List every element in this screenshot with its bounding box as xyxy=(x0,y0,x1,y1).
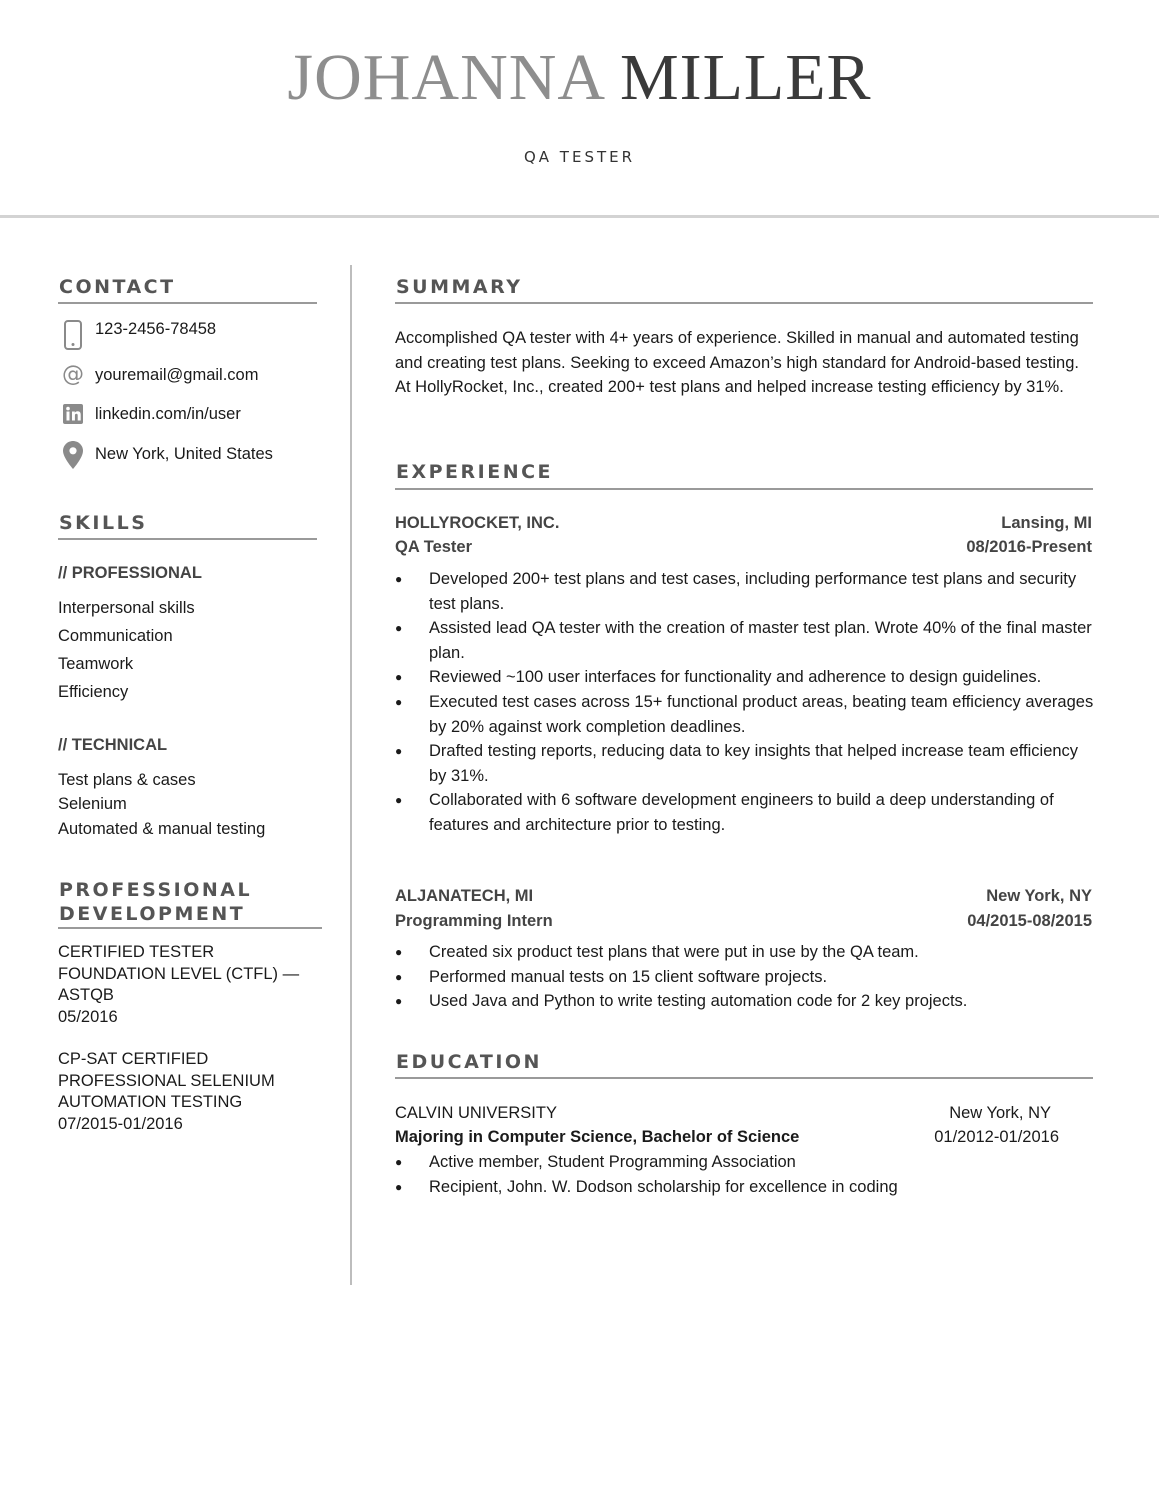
contact-heading: CONTACT xyxy=(59,276,176,298)
skill-item: Automated & manual testing xyxy=(58,820,266,838)
job-role: QA Tester xyxy=(395,538,473,556)
job-bullet: ● Reviewed ~100 user interfaces for functionality and adherence to design guidelines. xyxy=(395,665,1095,690)
job-bullet: ● Collaborated with 6 software development engineers to build a deep understanding of features and architecture prior to testing. xyxy=(395,788,1095,837)
education-bullet: ● Active member, Student Programming Association xyxy=(395,1150,1095,1175)
column-divider xyxy=(350,265,352,1285)
skills-heading: SKILLS xyxy=(59,512,148,534)
job-company: ALJANATECH, MI xyxy=(395,887,534,905)
location-pin-icon xyxy=(58,440,88,470)
cert-line: PROFESSIONAL SELENIUM xyxy=(58,1071,275,1090)
job-bullet: ● Executed test cases across 15+ functional product areas, beating team efficiency averages by 20% against work completion deadlines. xyxy=(395,690,1095,739)
prof-dev-rule xyxy=(58,927,322,929)
cert-line: ASTQB xyxy=(58,986,114,1004)
summary-heading: SUMMARY xyxy=(396,276,523,298)
contact-email-label: youremail@gmail.com xyxy=(95,365,259,384)
education-degree: Majoring in Computer Science, Bachelor of Science xyxy=(395,1128,800,1146)
job-title: QA TESTER xyxy=(523,148,636,166)
summary-text: Accomplished QA tester with 4+ years of experience. Skilled in manual and automated testing and creating test plans. Seeking to exceed Amazon’s high standard for Android-based testing. At HollyRocket, Inc., created 200+ test plans and helped increase testing efficiency by 31%. xyxy=(395,329,1079,397)
resume-name xyxy=(0,38,1159,118)
job-bullets xyxy=(395,567,1095,838)
job-bullet: ● Assisted lead QA tester with the creation of master test plan. Wrote 40% of the final master plan. xyxy=(395,616,1095,665)
job-location: Lansing, MI xyxy=(1001,514,1092,532)
job-bullet: ● Performed manual tests on 15 client software projects. xyxy=(395,965,1095,990)
education-bullets xyxy=(395,1150,1095,1199)
education-dates: 01/2012-01/2016 xyxy=(934,1128,1059,1146)
prof-dev-heading-line1: PROFESSIONAL xyxy=(59,879,253,901)
cert-date: 05/2016 xyxy=(58,1007,118,1026)
cert-line: FOUNDATION LEVEL (CTFL) — xyxy=(58,964,300,983)
experience-rule xyxy=(395,488,1093,490)
cert-date: 07/2015-01/2016 xyxy=(58,1114,183,1133)
skill-item: Efficiency xyxy=(58,683,129,701)
certification-item xyxy=(58,1049,318,1135)
contact-location xyxy=(58,440,273,470)
experience-heading: EXPERIENCE xyxy=(396,461,554,483)
cert-line: CP-SAT CERTIFIED xyxy=(58,1050,209,1068)
summary-rule xyxy=(395,302,1093,304)
job-location: New York, NY xyxy=(986,887,1092,905)
contact-phone-label: 123-2456-78458 xyxy=(95,319,217,338)
education-school: CALVIN UNIVERSITY xyxy=(395,1104,557,1122)
phone-icon xyxy=(58,320,88,350)
contact-phone xyxy=(58,320,216,350)
skill-item: Test plans & cases xyxy=(58,771,196,789)
at-icon: @ xyxy=(62,362,84,387)
certification-item xyxy=(58,942,318,1028)
job-company: HOLLYROCKET, INC. xyxy=(395,514,560,532)
skills-rule xyxy=(58,538,317,540)
cert-line: AUTOMATION TESTING xyxy=(58,1093,243,1111)
education-rule xyxy=(395,1077,1093,1079)
contact-linkedin-label: linkedin.com/in/user xyxy=(95,404,241,423)
technical-skills-heading: // TECHNICAL xyxy=(58,736,168,754)
header-divider xyxy=(0,215,1159,218)
last-name: MILLER xyxy=(619,41,872,114)
contact-email xyxy=(58,360,258,390)
education-location: New York, NY xyxy=(949,1104,1051,1122)
professional-skills-heading: // PROFESSIONAL xyxy=(58,564,202,582)
job-role: Programming Intern xyxy=(395,912,553,930)
job-dates: 08/2016-Present xyxy=(966,538,1092,556)
skill-item: Teamwork xyxy=(58,655,134,673)
contact-rule xyxy=(58,302,317,304)
prof-dev-heading-line2: DEVELOPMENT xyxy=(59,903,246,925)
education-heading: EDUCATION xyxy=(396,1051,542,1073)
cert-line: CERTIFIED TESTER xyxy=(58,943,215,961)
skill-item: Interpersonal skills xyxy=(58,599,195,617)
job-bullet: ● Created six product test plans that were put in use by the QA team. xyxy=(395,940,1095,965)
job-bullet: ● Drafted testing reports, reducing data to key insights that helped increase team efficiency by 31%. xyxy=(395,739,1095,788)
job-bullet: ● Developed 200+ test plans and test cases, including performance test plans and security test plans. xyxy=(395,567,1095,616)
skill-item: Selenium xyxy=(58,795,127,813)
job-bullet: ● Used Java and Python to write testing automation code for 2 key projects. xyxy=(395,989,1095,1014)
linkedin-icon xyxy=(58,399,88,429)
education-bullet: ● Recipient, John. W. Dodson scholarship for excellence in coding xyxy=(395,1175,1095,1200)
job-dates: 04/2015-08/2015 xyxy=(967,912,1092,930)
skill-item: Communication xyxy=(58,627,173,645)
job-bullets xyxy=(395,940,1095,1014)
first-name: JOHANNA xyxy=(287,41,603,114)
contact-linkedin xyxy=(58,399,241,429)
contact-location-label: New York, United States xyxy=(95,444,273,463)
